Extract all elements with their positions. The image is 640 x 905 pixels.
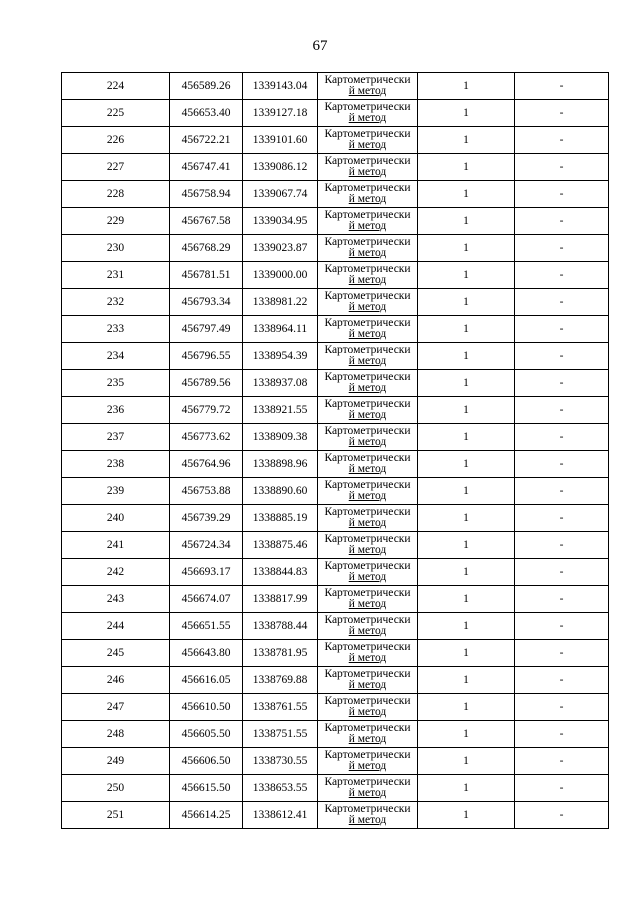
method-text-line2: й метод xyxy=(348,166,387,178)
y-coordinate-cell: 1338781.95 xyxy=(243,640,318,667)
point-number-cell: 236 xyxy=(62,397,170,424)
table-row xyxy=(62,127,609,154)
table-row xyxy=(62,154,609,181)
method-text-line2: й метод xyxy=(348,463,387,475)
method-cell xyxy=(318,289,418,316)
point-number-cell: 234 xyxy=(62,343,170,370)
accuracy-cell: 1 xyxy=(418,748,515,775)
x-coordinate-cell: 456779.72 xyxy=(170,397,243,424)
method-cell xyxy=(318,343,418,370)
y-coordinate-cell: 1339086.12 xyxy=(243,154,318,181)
y-coordinate-cell: 1338653.55 xyxy=(243,775,318,802)
y-coordinate-cell: 1338769.88 xyxy=(243,667,318,694)
coordinates-table xyxy=(61,72,609,829)
description-cell: - xyxy=(515,316,609,343)
method-text-line1: Картометрически xyxy=(324,776,411,788)
accuracy-cell: 1 xyxy=(418,316,515,343)
table-row xyxy=(62,667,609,694)
y-coordinate-cell: 1338909.38 xyxy=(243,424,318,451)
method-cell xyxy=(318,775,418,802)
point-number-cell: 249 xyxy=(62,748,170,775)
x-coordinate-cell: 456693.17 xyxy=(170,559,243,586)
method-cell xyxy=(318,802,418,829)
x-coordinate-cell: 456753.88 xyxy=(170,478,243,505)
x-coordinate-cell: 456739.29 xyxy=(170,505,243,532)
point-number-cell: 242 xyxy=(62,559,170,586)
table-body xyxy=(62,73,609,829)
method-text-line2: й метод xyxy=(348,355,387,367)
y-coordinate-cell: 1338788.44 xyxy=(243,613,318,640)
accuracy-cell: 1 xyxy=(418,424,515,451)
accuracy-cell: 1 xyxy=(418,505,515,532)
description-cell: - xyxy=(515,559,609,586)
y-coordinate-cell: 1339000.00 xyxy=(243,262,318,289)
x-coordinate-cell: 456614.25 xyxy=(170,802,243,829)
x-coordinate-cell: 456758.94 xyxy=(170,181,243,208)
method-text-line1: Картометрически xyxy=(324,452,411,464)
y-coordinate-cell: 1338921.55 xyxy=(243,397,318,424)
x-coordinate-cell: 456773.62 xyxy=(170,424,243,451)
accuracy-cell: 1 xyxy=(418,613,515,640)
accuracy-cell: 1 xyxy=(418,478,515,505)
point-number-cell: 237 xyxy=(62,424,170,451)
point-number-cell: 247 xyxy=(62,694,170,721)
table-row xyxy=(62,640,609,667)
method-cell xyxy=(318,586,418,613)
x-coordinate-cell: 456797.49 xyxy=(170,316,243,343)
method-text-line2: й метод xyxy=(348,112,387,124)
x-coordinate-cell: 456605.50 xyxy=(170,721,243,748)
point-number-cell: 248 xyxy=(62,721,170,748)
accuracy-cell: 1 xyxy=(418,181,515,208)
x-coordinate-cell: 456615.50 xyxy=(170,775,243,802)
method-text-line2: й метод xyxy=(348,220,387,232)
method-text-line1: Картометрически xyxy=(324,155,411,167)
point-number-cell: 239 xyxy=(62,478,170,505)
method-text-line2: й метод xyxy=(348,571,387,583)
table-row xyxy=(62,316,609,343)
y-coordinate-cell: 1339034.95 xyxy=(243,208,318,235)
accuracy-cell: 1 xyxy=(418,694,515,721)
method-cell xyxy=(318,451,418,478)
x-coordinate-cell: 456610.50 xyxy=(170,694,243,721)
y-coordinate-cell: 1339143.04 xyxy=(243,73,318,100)
accuracy-cell: 1 xyxy=(418,640,515,667)
description-cell: - xyxy=(515,370,609,397)
description-cell: - xyxy=(515,181,609,208)
method-text-line1: Картометрически xyxy=(324,668,411,680)
method-text-line2: й метод xyxy=(348,247,387,259)
method-text-line2: й метод xyxy=(348,517,387,529)
method-cell xyxy=(318,424,418,451)
method-text-line2: й метод xyxy=(348,139,387,151)
method-text-line1: Картометрически xyxy=(324,74,411,86)
x-coordinate-cell: 456653.40 xyxy=(170,100,243,127)
table-row xyxy=(62,289,609,316)
description-cell: - xyxy=(515,532,609,559)
description-cell: - xyxy=(515,262,609,289)
table-row xyxy=(62,694,609,721)
method-cell xyxy=(318,154,418,181)
point-number-cell: 251 xyxy=(62,802,170,829)
method-cell xyxy=(318,100,418,127)
x-coordinate-cell: 456767.58 xyxy=(170,208,243,235)
y-coordinate-cell: 1339127.18 xyxy=(243,100,318,127)
method-cell xyxy=(318,181,418,208)
table-row xyxy=(62,100,609,127)
method-text-line2: й метод xyxy=(348,625,387,637)
description-cell: - xyxy=(515,748,609,775)
accuracy-cell: 1 xyxy=(418,721,515,748)
method-text-line1: Картометрически xyxy=(324,263,411,275)
table-row xyxy=(62,721,609,748)
accuracy-cell: 1 xyxy=(418,370,515,397)
method-cell xyxy=(318,613,418,640)
point-number-cell: 231 xyxy=(62,262,170,289)
method-cell xyxy=(318,559,418,586)
method-cell xyxy=(318,370,418,397)
accuracy-cell: 1 xyxy=(418,208,515,235)
accuracy-cell: 1 xyxy=(418,397,515,424)
accuracy-cell: 1 xyxy=(418,532,515,559)
point-number-cell: 225 xyxy=(62,100,170,127)
x-coordinate-cell: 456764.96 xyxy=(170,451,243,478)
point-number-cell: 238 xyxy=(62,451,170,478)
method-text-line1: Картометрически xyxy=(324,506,411,518)
table-row xyxy=(62,586,609,613)
description-cell: - xyxy=(515,235,609,262)
table-row xyxy=(62,181,609,208)
accuracy-cell: 1 xyxy=(418,775,515,802)
x-coordinate-cell: 456643.80 xyxy=(170,640,243,667)
y-coordinate-cell: 1338937.08 xyxy=(243,370,318,397)
method-text-line1: Картометрически xyxy=(324,533,411,545)
method-text-line2: й метод xyxy=(348,382,387,394)
method-text-line1: Картометрически xyxy=(324,101,411,113)
method-cell xyxy=(318,478,418,505)
description-cell: - xyxy=(515,721,609,748)
accuracy-cell: 1 xyxy=(418,343,515,370)
x-coordinate-cell: 456616.05 xyxy=(170,667,243,694)
table-row xyxy=(62,775,609,802)
accuracy-cell: 1 xyxy=(418,235,515,262)
x-coordinate-cell: 456724.34 xyxy=(170,532,243,559)
x-coordinate-cell: 456651.55 xyxy=(170,613,243,640)
y-coordinate-cell: 1338844.83 xyxy=(243,559,318,586)
table-row xyxy=(62,424,609,451)
method-cell xyxy=(318,235,418,262)
point-number-cell: 250 xyxy=(62,775,170,802)
table-row xyxy=(62,532,609,559)
point-number-cell: 233 xyxy=(62,316,170,343)
point-number-cell: 246 xyxy=(62,667,170,694)
y-coordinate-cell: 1338885.19 xyxy=(243,505,318,532)
method-text-line2: й метод xyxy=(348,679,387,691)
x-coordinate-cell: 456796.55 xyxy=(170,343,243,370)
description-cell: - xyxy=(515,667,609,694)
method-cell xyxy=(318,262,418,289)
point-number-cell: 241 xyxy=(62,532,170,559)
method-text-line1: Картометрически xyxy=(324,560,411,572)
table-row xyxy=(62,613,609,640)
table-row xyxy=(62,397,609,424)
method-text-line2: й метод xyxy=(348,193,387,205)
table-row xyxy=(62,559,609,586)
point-number-cell: 227 xyxy=(62,154,170,181)
accuracy-cell: 1 xyxy=(418,667,515,694)
x-coordinate-cell: 456768.29 xyxy=(170,235,243,262)
method-text-line2: й метод xyxy=(348,328,387,340)
y-coordinate-cell: 1339023.87 xyxy=(243,235,318,262)
point-number-cell: 228 xyxy=(62,181,170,208)
y-coordinate-cell: 1339067.74 xyxy=(243,181,318,208)
y-coordinate-cell: 1338761.55 xyxy=(243,694,318,721)
point-number-cell: 243 xyxy=(62,586,170,613)
method-text-line1: Картометрически xyxy=(324,317,411,329)
method-text-line1: Картометрически xyxy=(324,425,411,437)
description-cell: - xyxy=(515,613,609,640)
description-cell: - xyxy=(515,73,609,100)
method-text-line2: й метод xyxy=(348,706,387,718)
point-number-cell: 232 xyxy=(62,289,170,316)
x-coordinate-cell: 456789.56 xyxy=(170,370,243,397)
description-cell: - xyxy=(515,100,609,127)
table-row xyxy=(62,73,609,100)
description-cell: - xyxy=(515,478,609,505)
description-cell: - xyxy=(515,208,609,235)
method-text-line1: Картометрически xyxy=(324,614,411,626)
y-coordinate-cell: 1338612.41 xyxy=(243,802,318,829)
method-text-line2: й метод xyxy=(348,760,387,772)
method-text-line2: й метод xyxy=(348,814,387,826)
method-cell xyxy=(318,640,418,667)
method-text-line1: Картометрически xyxy=(324,587,411,599)
table-row xyxy=(62,802,609,829)
point-number-cell: 229 xyxy=(62,208,170,235)
point-number-cell: 240 xyxy=(62,505,170,532)
method-cell xyxy=(318,73,418,100)
table-row xyxy=(62,235,609,262)
accuracy-cell: 1 xyxy=(418,586,515,613)
accuracy-cell: 1 xyxy=(418,559,515,586)
x-coordinate-cell: 456674.07 xyxy=(170,586,243,613)
x-coordinate-cell: 456722.21 xyxy=(170,127,243,154)
method-text-line2: й метод xyxy=(348,544,387,556)
x-coordinate-cell: 456793.34 xyxy=(170,289,243,316)
description-cell: - xyxy=(515,586,609,613)
accuracy-cell: 1 xyxy=(418,262,515,289)
description-cell: - xyxy=(515,424,609,451)
table-row xyxy=(62,370,609,397)
method-text-line2: й метод xyxy=(348,733,387,745)
table-row xyxy=(62,505,609,532)
method-cell xyxy=(318,208,418,235)
description-cell: - xyxy=(515,775,609,802)
x-coordinate-cell: 456589.26 xyxy=(170,73,243,100)
y-coordinate-cell: 1338751.55 xyxy=(243,721,318,748)
description-cell: - xyxy=(515,343,609,370)
method-cell xyxy=(318,397,418,424)
accuracy-cell: 1 xyxy=(418,73,515,100)
table-row xyxy=(62,451,609,478)
point-number-cell: 245 xyxy=(62,640,170,667)
y-coordinate-cell: 1338898.96 xyxy=(243,451,318,478)
description-cell: - xyxy=(515,640,609,667)
method-text-line1: Картометрически xyxy=(324,182,411,194)
method-text-line2: й метод xyxy=(348,409,387,421)
y-coordinate-cell: 1338890.60 xyxy=(243,478,318,505)
description-cell: - xyxy=(515,289,609,316)
method-text-line1: Картометрически xyxy=(324,695,411,707)
method-text-line1: Картометрически xyxy=(324,803,411,815)
method-text-line1: Картометрически xyxy=(324,236,411,248)
method-text-line1: Картометрически xyxy=(324,290,411,302)
method-text-line1: Картометрически xyxy=(324,371,411,383)
method-text-line2: й метод xyxy=(348,274,387,286)
method-cell xyxy=(318,721,418,748)
table-row xyxy=(62,478,609,505)
accuracy-cell: 1 xyxy=(418,451,515,478)
x-coordinate-cell: 456747.41 xyxy=(170,154,243,181)
table-row xyxy=(62,262,609,289)
method-text-line2: й метод xyxy=(348,598,387,610)
method-text-line1: Картометрически xyxy=(324,722,411,734)
description-cell: - xyxy=(515,694,609,721)
description-cell: - xyxy=(515,154,609,181)
point-number-cell: 230 xyxy=(62,235,170,262)
accuracy-cell: 1 xyxy=(418,100,515,127)
method-cell xyxy=(318,505,418,532)
description-cell: - xyxy=(515,127,609,154)
method-text-line1: Картометрически xyxy=(324,749,411,761)
x-coordinate-cell: 456606.50 xyxy=(170,748,243,775)
method-text-line2: й метод xyxy=(348,301,387,313)
point-number-cell: 226 xyxy=(62,127,170,154)
y-coordinate-cell: 1338964.11 xyxy=(243,316,318,343)
method-text-line1: Картометрически xyxy=(324,641,411,653)
table-row xyxy=(62,208,609,235)
table-row xyxy=(62,343,609,370)
method-cell xyxy=(318,532,418,559)
table-row xyxy=(62,748,609,775)
y-coordinate-cell: 1338875.46 xyxy=(243,532,318,559)
y-coordinate-cell: 1338954.39 xyxy=(243,343,318,370)
method-text-line2: й метод xyxy=(348,652,387,664)
description-cell: - xyxy=(515,802,609,829)
point-number-cell: 244 xyxy=(62,613,170,640)
accuracy-cell: 1 xyxy=(418,289,515,316)
method-text-line2: й метод xyxy=(348,85,387,97)
y-coordinate-cell: 1339101.60 xyxy=(243,127,318,154)
x-coordinate-cell: 456781.51 xyxy=(170,262,243,289)
method-cell xyxy=(318,127,418,154)
method-text-line1: Картометрически xyxy=(324,344,411,356)
method-text-line2: й метод xyxy=(348,436,387,448)
method-cell xyxy=(318,694,418,721)
accuracy-cell: 1 xyxy=(418,802,515,829)
method-cell xyxy=(318,667,418,694)
y-coordinate-cell: 1338981.22 xyxy=(243,289,318,316)
method-text-line1: Картометрически xyxy=(324,209,411,221)
y-coordinate-cell: 1338730.55 xyxy=(243,748,318,775)
page-number: 67 xyxy=(312,38,328,54)
method-text-line2: й метод xyxy=(348,787,387,799)
method-text-line1: Картометрически xyxy=(324,128,411,140)
point-number-cell: 224 xyxy=(62,73,170,100)
y-coordinate-cell: 1338817.99 xyxy=(243,586,318,613)
method-cell xyxy=(318,316,418,343)
method-text-line2: й метод xyxy=(348,490,387,502)
accuracy-cell: 1 xyxy=(418,127,515,154)
description-cell: - xyxy=(515,505,609,532)
description-cell: - xyxy=(515,397,609,424)
point-number-cell: 235 xyxy=(62,370,170,397)
method-text-line1: Картометрически xyxy=(324,398,411,410)
method-cell xyxy=(318,748,418,775)
accuracy-cell: 1 xyxy=(418,154,515,181)
method-text-line1: Картометрически xyxy=(324,479,411,491)
description-cell: - xyxy=(515,451,609,478)
